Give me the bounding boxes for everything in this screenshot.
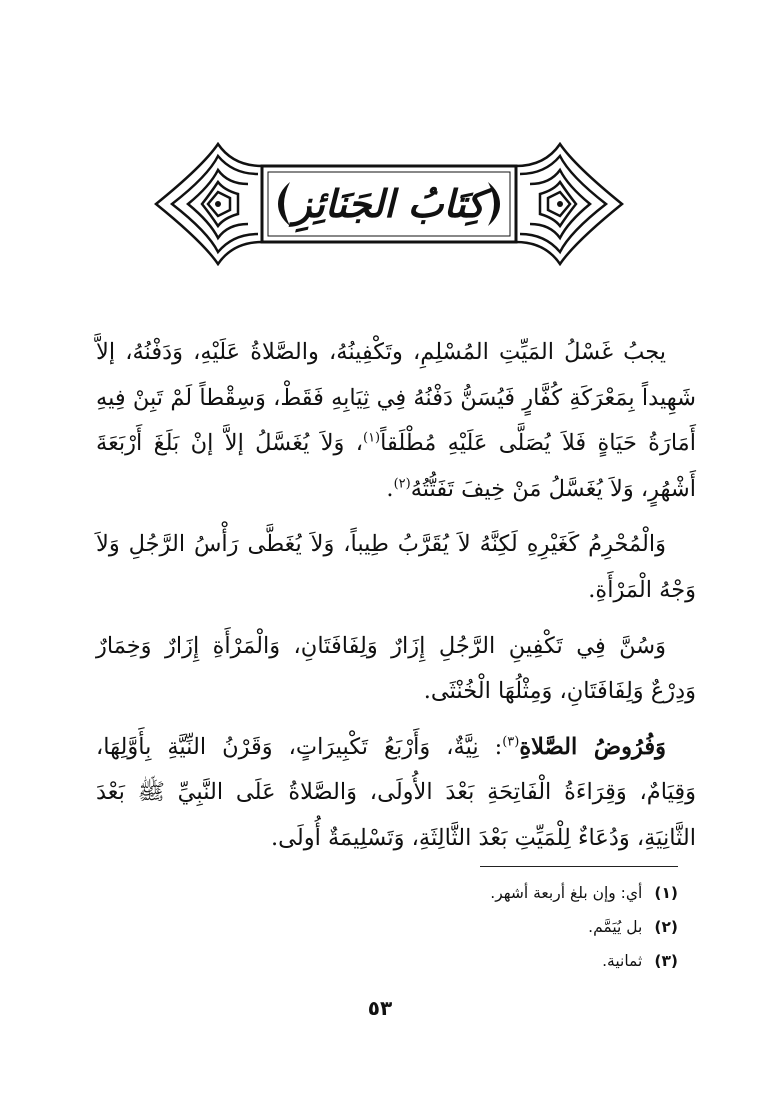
main-text bbox=[96, 330, 696, 872]
footnote-text: ثمانية. bbox=[602, 952, 643, 970]
paragraph-text: يجبُ غَسْلُ المَيِّتِ المُسْلِمِ، وتَكْفِينُهُ، والصَّلاةُ عَلَيْهِ، وَدَفْنُهُ، إلاَّ شَهِيداً بِمَعْرَكَةِ كُفَّارٍ فَيُسَنُّ دَفْنُهُ فِي ثِيَابِهِ فَقَطْ، وَسِقْطاً لَمْ تَبِنْ فِيهِ أَمَارَةُ حَيَاةٍ فَلاَ يُصَلَّى عَلَيْهِ مُطْلَقاً bbox=[96, 339, 696, 457]
page-number: ٥٣ bbox=[367, 996, 393, 1020]
paragraph bbox=[96, 522, 696, 613]
paragraph-text: وَسُنَّ فِي تَكْفِينِ الرَّجُلِ إِزَارٌ وَلِفَافَتَانِ، وَالْمَرْأَةِ إِزَارٌ وَخِمَارٌ وَدِرْعٌ وَلِفَافَتَانِ، وَمِثْلُهَا الْخُنْثَى. bbox=[96, 632, 696, 705]
paragraph bbox=[96, 330, 696, 512]
paragraph-text: ، وَلاَ يُغَسَّلُ إلاَّ إنْ بَلَغَ أَرْبَعَةَ أَشْهُرٍ، وَلاَ يُغَسَّلُ مَنْ خِيفَ تَفَتُّتُهُ bbox=[96, 430, 696, 502]
paragraph-text: . bbox=[386, 475, 394, 502]
footnote-marker: (١) bbox=[362, 430, 381, 446]
footnote-marker: (٢) bbox=[393, 476, 411, 492]
footnote bbox=[400, 876, 678, 910]
footnote-marker: (٣) bbox=[502, 734, 520, 750]
paragraph-lead: وَفُرُوضُ الصَّلاةِ bbox=[519, 733, 666, 760]
footnote-number: (٢) bbox=[654, 918, 678, 936]
footnote-text: بل يُيَمَّم. bbox=[588, 918, 643, 936]
chapter-title: كِتَابُ الجَنَائِزِ bbox=[293, 180, 485, 226]
paragraph bbox=[96, 624, 696, 715]
footnotes bbox=[400, 876, 678, 978]
paragraph bbox=[96, 725, 696, 862]
footnote bbox=[400, 944, 678, 978]
paragraph-text: وَالْمُحْرِمُ كَغَيْرِهِ لَكِنَّهُ لاَ يُقَرَّبُ طِيباً، وَلاَ يُغَطَّى رَأْسُ الرَّجُلِ وَلاَ وَجْهُ الْمَرْأَةِ. bbox=[96, 531, 696, 603]
footnote-divider bbox=[480, 866, 678, 867]
paragraph-text: : نِيَّةٌ، وَأَرْبَعُ تَكْبِيرَاتٍ، وَقَرْنُ النِّيَّةِ بِأَوَّلِهَا، وَقِيَامٌ، وَقِرَاءَةُ الْفَاتِحَةِ بَعْدَ الأُولَى، وَالصَّلاةُ عَلَى النَّبِيِّ ﷺ بَعْدَ الثَّانِيَةِ، وَدُعَاءٌ لِلْمَيِّتِ بَعْدَ الثَّالِثَةِ، وَتَسْلِيمَةٌ أُولَى. bbox=[96, 733, 696, 851]
footnote-number: (١) bbox=[654, 884, 678, 902]
footnote bbox=[400, 910, 678, 944]
footnote-text: أي: وإن بلغ أربعة أشهر. bbox=[490, 884, 643, 902]
footnote-number: (٣) bbox=[654, 952, 678, 970]
